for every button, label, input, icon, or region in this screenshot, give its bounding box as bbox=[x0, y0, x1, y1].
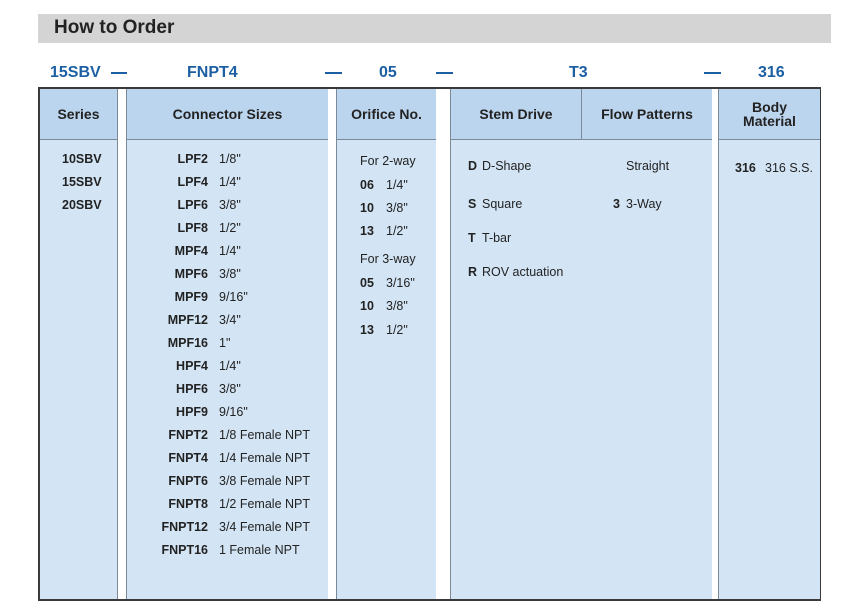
code-connector: FNPT4 bbox=[187, 64, 238, 81]
connector-size: 9/16" bbox=[219, 290, 248, 304]
column-gap bbox=[118, 89, 126, 599]
code-material: 316 bbox=[758, 64, 785, 81]
material-code: 316 bbox=[735, 161, 756, 175]
connector-column bbox=[126, 89, 329, 599]
material-header-line: Body bbox=[752, 99, 787, 115]
connector-size: 1 Female NPT bbox=[219, 543, 300, 557]
stem-header: Stem Drive bbox=[451, 89, 582, 140]
code-stem-flow: T3 bbox=[569, 64, 588, 81]
connector-size: 1/8 Female NPT bbox=[219, 428, 311, 442]
stem-label: Square bbox=[482, 197, 523, 211]
connector-code: FNPT12 bbox=[161, 520, 208, 534]
flow-header: Flow Patterns bbox=[582, 89, 712, 140]
connector-size: 3/4 Female NPT bbox=[219, 520, 311, 534]
connector-code: FNPT4 bbox=[168, 451, 208, 465]
code-dash bbox=[704, 72, 721, 74]
flow-code: 3 bbox=[613, 197, 620, 211]
orifice-code: 10 bbox=[360, 299, 374, 313]
series-item: 15SBV bbox=[62, 175, 102, 189]
connector-size: 1/4" bbox=[219, 244, 241, 258]
connector-size: 3/8" bbox=[219, 267, 241, 281]
order-table bbox=[38, 87, 821, 601]
connector-size: 3/8" bbox=[219, 382, 241, 396]
connector-code: FNPT2 bbox=[168, 428, 208, 442]
connector-size: 1" bbox=[219, 336, 231, 350]
connector-code: LPF8 bbox=[177, 221, 208, 235]
series-column bbox=[40, 89, 118, 599]
flow-label: 3-Way bbox=[626, 197, 662, 211]
connector-code: MPF9 bbox=[174, 290, 208, 304]
orifice-code: 13 bbox=[360, 224, 374, 238]
orifice-code: 13 bbox=[360, 323, 374, 337]
series-item: 10SBV bbox=[62, 152, 102, 166]
series-item: 20SBV bbox=[62, 198, 102, 212]
connector-code: LPF6 bbox=[177, 198, 208, 212]
stem-flow-column bbox=[450, 89, 713, 599]
connector-size: 3/8" bbox=[219, 198, 241, 212]
stem-label: ROV actuation bbox=[482, 265, 564, 279]
material-label: 316 S.S. bbox=[765, 161, 813, 175]
connector-size: 1/4 Female NPT bbox=[219, 451, 311, 465]
connector-code: FNPT16 bbox=[161, 543, 208, 557]
stem-code: T bbox=[468, 231, 476, 245]
connector-header: Connector Sizes bbox=[127, 89, 328, 140]
connector-size: 1/8" bbox=[219, 152, 241, 166]
connector-size: 1/2 Female NPT bbox=[219, 497, 311, 511]
orifice-2way-label: For 2-way bbox=[360, 154, 416, 168]
orifice-code: 10 bbox=[360, 201, 374, 215]
column-gap bbox=[328, 89, 336, 599]
orifice-size: 3/16" bbox=[386, 276, 415, 290]
material-header bbox=[719, 89, 820, 140]
flow-straight: Straight bbox=[626, 159, 670, 173]
stem-code: S bbox=[468, 197, 477, 211]
connector-code: FNPT8 bbox=[168, 497, 208, 511]
connector-code: MPF12 bbox=[167, 313, 208, 327]
code-dash bbox=[111, 72, 127, 74]
connector-size: 9/16" bbox=[219, 405, 248, 419]
connector-code: LPF2 bbox=[177, 152, 208, 166]
page-title: How to Order bbox=[54, 17, 175, 38]
orifice-column bbox=[336, 89, 437, 599]
orifice-size: 3/8" bbox=[386, 201, 408, 215]
code-orifice: 05 bbox=[379, 64, 397, 81]
connector-size: 3/4" bbox=[219, 313, 241, 327]
orifice-size: 1/2" bbox=[386, 323, 408, 337]
stem-code: R bbox=[468, 265, 478, 279]
connector-code: MPF4 bbox=[174, 244, 208, 258]
code-dash bbox=[436, 72, 453, 74]
material-column bbox=[718, 89, 820, 599]
orifice-code: 06 bbox=[360, 178, 374, 192]
orifice-3way-label: For 3-way bbox=[360, 252, 416, 266]
material-header-line: Material bbox=[743, 113, 796, 129]
connector-code: HPF6 bbox=[176, 382, 208, 396]
series-header: Series bbox=[40, 89, 117, 140]
stem-code: D bbox=[468, 159, 478, 173]
connector-code: LPF4 bbox=[177, 175, 208, 189]
code-series: 15SBV bbox=[50, 64, 101, 81]
orifice-size: 1/2" bbox=[386, 224, 408, 238]
connector-code: MPF6 bbox=[174, 267, 208, 281]
code-dash bbox=[325, 72, 342, 74]
connector-size: 3/8 Female NPT bbox=[219, 474, 311, 488]
connector-code: HPF4 bbox=[176, 359, 208, 373]
stem-label: T-bar bbox=[482, 231, 512, 245]
orifice-size: 1/4" bbox=[386, 178, 408, 192]
column-gap bbox=[436, 89, 450, 599]
connector-code: FNPT6 bbox=[168, 474, 208, 488]
connector-size: 1/2" bbox=[219, 221, 241, 235]
orifice-code: 05 bbox=[360, 276, 374, 290]
connector-size: 1/4" bbox=[219, 359, 241, 373]
orifice-size: 3/8" bbox=[386, 299, 408, 313]
title-bar bbox=[38, 14, 831, 43]
connector-code: HPF9 bbox=[176, 405, 208, 419]
connector-size: 1/4" bbox=[219, 175, 241, 189]
stem-label: D-Shape bbox=[482, 159, 532, 173]
connector-code: MPF16 bbox=[167, 336, 208, 350]
orifice-header: Orifice No. bbox=[337, 89, 436, 140]
